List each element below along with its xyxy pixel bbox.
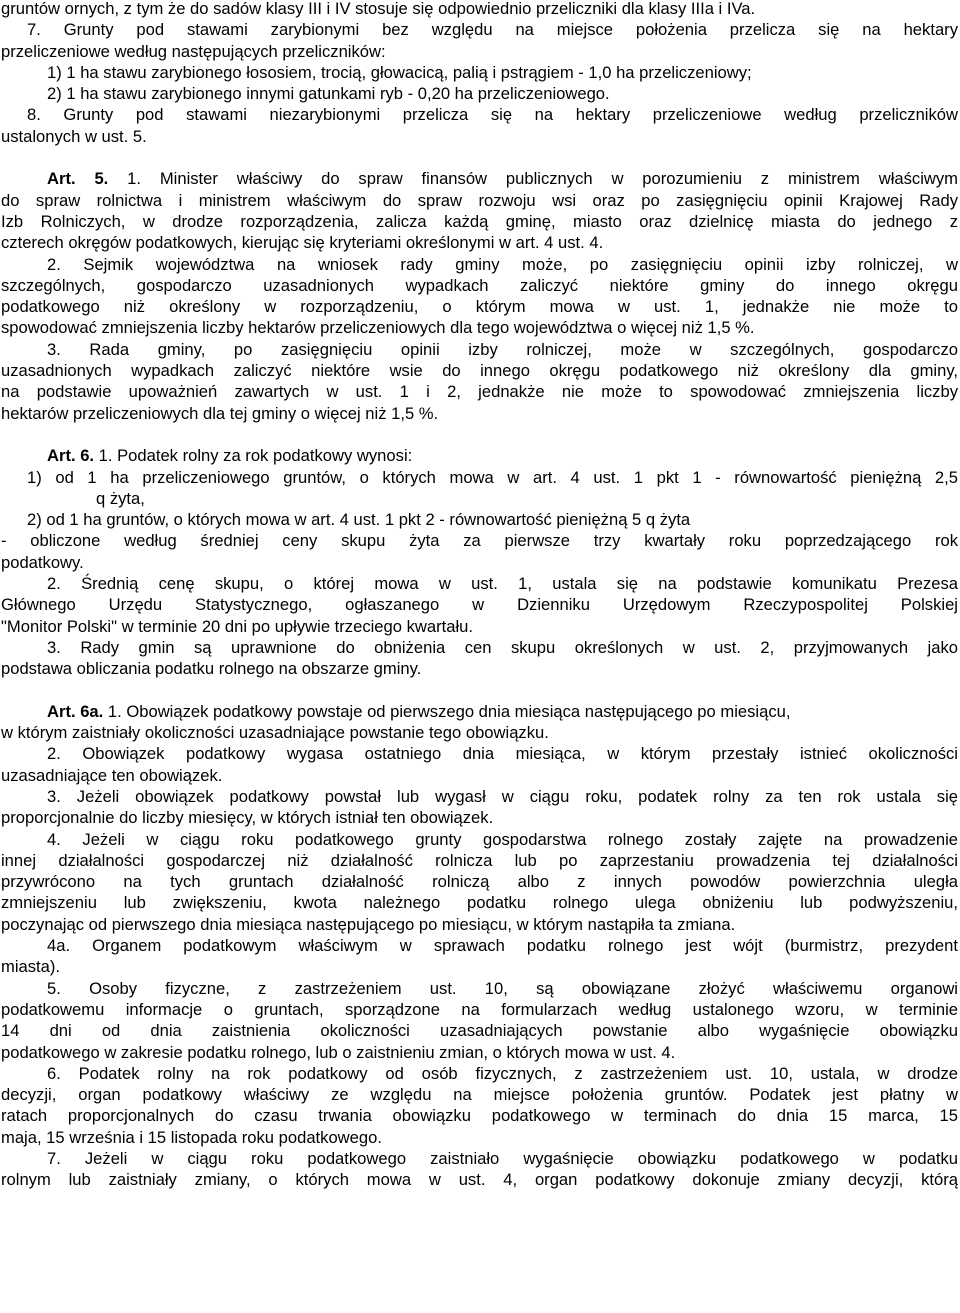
text-line: Głównego Urzędu Statystycznego, ogłaszanego w Dzienniku Urzędowym Rzeczypospolitej Polskiej	[1, 595, 958, 615]
text-line: 2. Sejmik województwa na wniosek rady gminy może, po zasięgnięciu opinii izby rolniczej, w	[47, 254, 958, 274]
article-heading-line	[1, 445, 958, 466]
text-line: 5. Osoby fizyczne, z zastrzeżeniem ust. 10, są obowiązane złożyć właściwemu organowi	[47, 978, 958, 998]
text-line: do spraw rolnictwa i ministrem właściwym do spraw rozwoju wsi oraz po zasięgnięciu opinii Krajowej Rady	[1, 190, 958, 210]
text-line: 4a. Organem podatkowym właściwym w sprawach podatku rolnego jest wójt (burmistrz, prezydent	[47, 936, 958, 956]
text-line: zmniejszeniu lub zwiększeniu, kwota należnego podatku rolnego ulega obniżeniu lub podwyższeniu,	[1, 893, 958, 913]
text-line: 2. Obowiązek podatkowy wygasa ostatniego dnia miesiąca, w którym przestały istnieć okoliczności	[47, 744, 958, 764]
text-line: 14 dni od dnia zaistnienia okoliczności uzasadniających powstanie albo wygaśnięcie obowiązku	[1, 1021, 958, 1041]
paragraph-gap	[1, 424, 958, 445]
text-line: miasta).	[1, 957, 61, 977]
text-line: 7. Jeżeli w ciągu roku podatkowego zaistniało wygaśnięcie obowiązku podatkowego w podatku	[47, 1149, 958, 1169]
article-number: Art. 6a.	[47, 701, 104, 721]
text-line: w którym zaistniały okoliczności uzasadniające powstanie tego obowiązku.	[1, 723, 549, 743]
article-heading-line	[1, 701, 958, 722]
text-line: "Monitor Polski" w terminie 20 dni po upływie trzeciego kwartału.	[1, 616, 473, 636]
text-line: 6. Podatek rolny na rok podatkowy od osób fizycznych, z zastrzeżeniem ust. 10, ustala, w drodze	[47, 1063, 958, 1083]
text-line: 3. Rady gmin są uprawnione do obniżenia cen skupu określonych w ust. 2, przyjmowanych jako	[47, 637, 958, 657]
text-line: szczególnych, gospodarczo uzasadnionych wypadkach zaliczyć niektóre gminy do innego okręgu	[1, 275, 958, 295]
text-line: - obliczone według średniej ceny skupu żyta za pierwsze trzy kwartały roku poprzedzającego rok	[1, 531, 958, 551]
text-line: spowodować zmniejszenia liczby hektarów przeliczeniowych dla tego województwa o więcej niż 1,5 %.	[1, 318, 755, 338]
text-line: decyzji, organ podatkowy właściwy ze względu na miejsce położenia gruntów. Podatek jest płatny w	[1, 1085, 958, 1105]
text-line: ustalonych w ust. 5.	[1, 126, 147, 146]
text-line: czterech okręgów podatkowych, kierując się kryteriami określonymi w art. 4 ust. 4.	[1, 233, 604, 253]
text-line: podatkowy.	[1, 552, 84, 572]
text-line: 7. Grunty pod stawami zarybionymi bez względu na miejsce położenia przelicza się na hektary	[27, 20, 958, 40]
text-line: 1) 1 ha stawu zarybionego łososiem, trocią, głowacicą, palią i pstrągiem - 1,0 ha przeliczeniowy;	[47, 62, 752, 82]
text-line: Izb Rolniczych, w drodze rozporządzenia, zalicza każdą gminę, miasto oraz dzielnicę miasta do jednego z	[1, 211, 958, 231]
text-line: uzasadnionych wypadkach zaliczyć niektóre wsie do innego okręgu podatkowego niż określony dla gminy,	[1, 361, 958, 381]
text-line: poczynając od pierwszego dnia miesiąca następującego po miesiącu, w którym nastąpiła ta zmiana.	[1, 914, 736, 934]
text-line: proporcjonalnie do liczby miesięcy, w których istniał ten obowiązek.	[1, 808, 494, 828]
text-line: podstawa obliczania podatku rolnego na obszarze gminy.	[1, 659, 422, 679]
text-line: przeliczeniowe według następujących przeliczników:	[1, 41, 386, 61]
text-line: hektarów przeliczeniowych dla tej gminy o więcej niż 1,5 %.	[1, 403, 439, 423]
text-line: 2. Średnią cenę skupu, o której mowa w ust. 1, ustala się na podstawie komunikatu Prezesa	[47, 574, 958, 594]
text-line: 2) 1 ha stawu zarybionego innymi gatunkami ryb - 0,20 ha przeliczeniowego.	[47, 84, 610, 104]
text-line: 2) od 1 ha gruntów, o których mowa w art. 4 ust. 1 pkt 2 - równowartość pieniężną 5 q żyta	[27, 510, 691, 530]
text-line: ratach proporcjonalnych do czasu trwania obowiązku podatkowego w terminach do dnia 15 marca, 15	[1, 1106, 958, 1126]
text-line: podatkowego niż określony w rozporządzeniu, o którym mowa w ust. 1, jednakże nie może to	[1, 297, 958, 317]
text-line: 3. Jeżeli obowiązek podatkowy powstał lub wygasł w ciągu roku, podatek rolny za ten rok ustala się	[47, 786, 958, 806]
text-line: przywrócono na tych gruntach działalność rolniczą albo z innych powodów powierzchnia uległa	[1, 872, 958, 892]
text-line: 3. Rada gminy, po zasięgnięciu opinii izby rolniczej, może w szczególnych, gospodarczo	[47, 339, 958, 359]
document-page	[1, 0, 958, 1191]
text-line: q żyta,	[96, 488, 145, 508]
article-text: 1. Obowiązek podatkowy powstaje od pierwszego dnia miesiąca następującego po miesiącu,	[103, 701, 791, 721]
paragraph-gap	[1, 147, 958, 168]
text-line: 4. Jeżeli w ciągu roku podatkowego grunty gospodarstwa rolnego zostały zajęte na prowadzenie	[47, 829, 958, 849]
text-line: na podstawie upoważnień zawartych w ust. 1 i 2, jednakże nie może to spowodować zmniejszenia liczby	[1, 382, 958, 402]
article-text: 1. Podatek rolny za rok podatkowy wynosi:	[94, 446, 413, 466]
text-line: 8. Grunty pod stawami niezarybionymi przelicza się na hektary przeliczeniowe według przeliczników	[27, 105, 958, 125]
article-number: Art. 6.	[47, 446, 95, 466]
text-line: gruntów ornych, z tym że do sadów klasy III i IV stosuje się odpowiednio przeliczniki dla klasy IIIa i IVa.	[1, 0, 756, 18]
article-heading-line	[1, 168, 958, 189]
text-line: maja, 15 września i 15 listopada roku podatkowego.	[1, 1127, 382, 1147]
text-line: 1) od 1 ha przeliczeniowego gruntów, o których mowa w art. 4 ust. 1 pkt 1 - równowartość pieniężną 2,5	[27, 467, 958, 487]
text-line: podatkowemu informacje o gruntach, sporządzone na formularzach według ustalonego wzoru, w terminie	[1, 999, 958, 1019]
text-line: podatkowego w zakresie podatku rolnego, lub o zaistnieniu zmian, o których mowa w ust. 4.	[1, 1042, 676, 1062]
text-line: innej działalności gospodarczej niż działalność rolnicza lub po zaprzestaniu prowadzenia tej działalności	[1, 850, 958, 870]
article-number: Art. 5.	[47, 169, 109, 189]
text-line: rolnym lub zaistniały zmiany, o których mowa w ust. 4, organ podatkowy dokonuje zmiany decyzji, którą	[1, 1170, 958, 1190]
paragraph-gap	[1, 680, 958, 701]
text-line: uzasadniające ten obowiązek.	[1, 765, 223, 785]
article-text: 1. Minister właściwy do spraw finansów publicznych w porozumieniu z ministrem właściwym	[108, 169, 958, 189]
